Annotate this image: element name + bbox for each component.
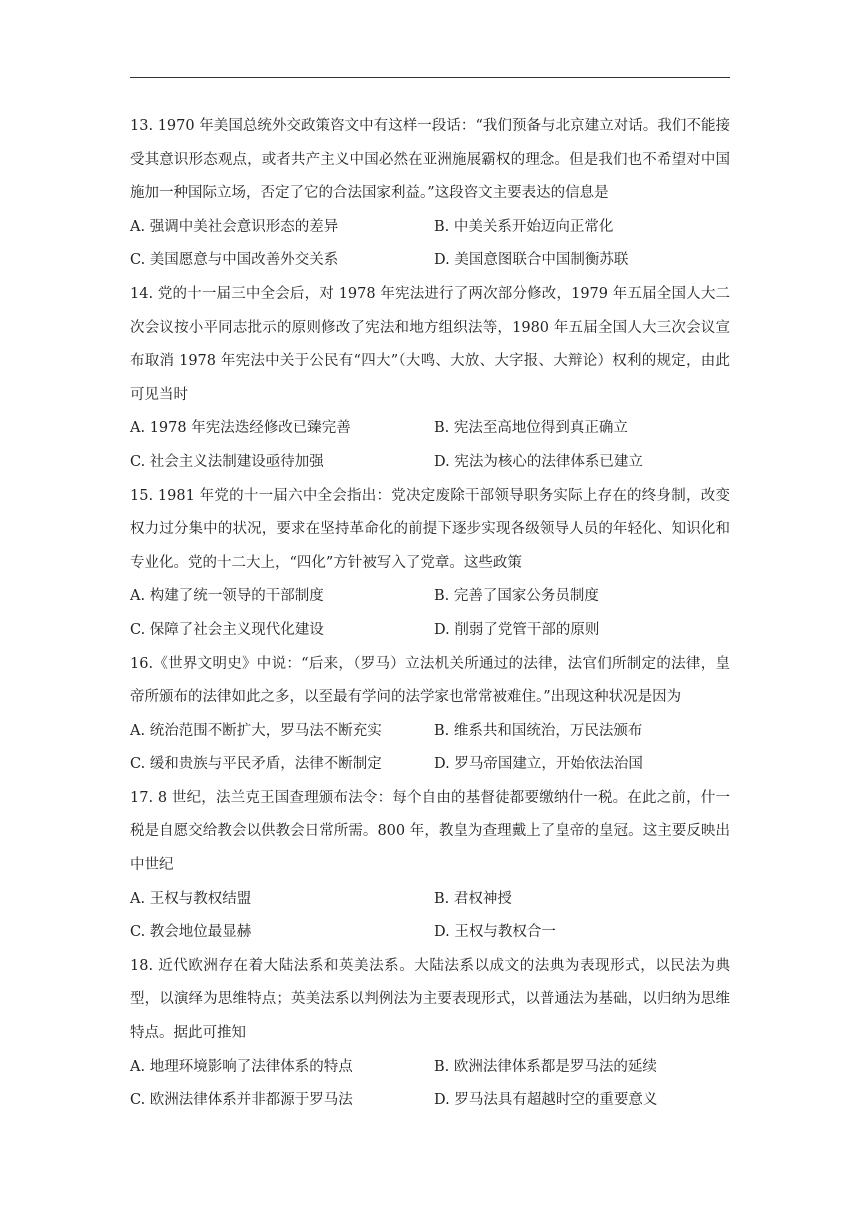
question-13 bbox=[130, 110, 730, 278]
option-a: A. 地理环境影响了法律体系的特点 bbox=[130, 1058, 353, 1075]
option-list bbox=[130, 883, 730, 950]
question-stem: 16.《世界文明史》中说：“后来，（罗马）立法机关所通过的法律，法官们所制定的法律，皇帝所颁布的法律如此之多，以至最有学问的法学家也常常被难住。”出现这种状况是因为 bbox=[130, 655, 730, 706]
option-d: D. 王权与教权合一 bbox=[434, 924, 556, 941]
option-d: D. 美国意图联合中国制衡苏联 bbox=[434, 252, 629, 269]
option-b: B. 完善了国家公务员制度 bbox=[434, 588, 599, 605]
option-b: B. 君权神授 bbox=[434, 890, 512, 907]
option-a: A. 1978 年宪法迭经修改已臻完善 bbox=[130, 420, 351, 437]
option-a: A. 强调中美社会意识形态的差异 bbox=[130, 218, 339, 235]
question-stem: 14. 党的十一届三中全会后，对 1978 年宪法进行了两次部分修改，1979 年五届全国人大二次会议按小平同志批示的原则修改了宪法和地方组织法等，1980 年五届全国人大三次会议宣布取消 1978 年宪法中关于公民有“四大”（大鸣、大放、大字报、大辩论）权利的规定，由此可见当时 bbox=[130, 285, 730, 403]
question-16 bbox=[130, 648, 730, 782]
option-list bbox=[130, 412, 730, 479]
option-a: A. 王权与教权结盟 bbox=[130, 890, 252, 907]
option-d: D. 罗马帝国建立，开始依法治国 bbox=[434, 756, 643, 773]
option-c: C. 缓和贵族与平民矛盾，法律不断制定 bbox=[130, 756, 382, 773]
option-list bbox=[130, 715, 730, 782]
option-c: C. 美国愿意与中国改善外交关系 bbox=[130, 252, 339, 269]
option-c: C. 欧洲法律体系并非都源于罗马法 bbox=[130, 1092, 353, 1109]
question-14 bbox=[130, 278, 730, 480]
option-a: A. 构建了统一领导的干部制度 bbox=[130, 588, 324, 605]
question-stem: 17. 8 世纪，法兰克王国查理颁布法令：每个自由的基督徒都要缴纳什一税。在此之前，什一税是自愿交给教会以供教会日常所需。800 年，教皇为查理戴上了皇帝的皇冠。这主要反映出中世纪 bbox=[130, 789, 730, 874]
option-b: B. 中美关系开始迈向正常化 bbox=[434, 218, 614, 235]
exam-content bbox=[130, 110, 730, 1118]
option-c: C. 保障了社会主义现代化建设 bbox=[130, 621, 324, 638]
option-list bbox=[130, 580, 730, 647]
option-a: A. 统治范围不断扩大，罗马法不断充实 bbox=[130, 722, 382, 739]
question-17 bbox=[130, 782, 730, 950]
question-stem: 18. 近代欧洲存在着大陆法系和英美法系。大陆法系以成文的法典为表现形式，以民法为典型，以演绎为思维特点；英美法系以判例法为主要表现形式，以普通法为基础，以归纳为思维特点。据此可推知 bbox=[130, 957, 730, 1042]
option-c: C. 社会主义法制建设亟待加强 bbox=[130, 453, 324, 470]
option-b: B. 维系共和国统治，万民法颁布 bbox=[434, 722, 643, 739]
header-rule bbox=[130, 77, 730, 78]
option-b: B. 欧洲法律体系都是罗马法的延续 bbox=[434, 1058, 657, 1075]
option-b: B. 宪法至高地位得到真正确立 bbox=[434, 420, 628, 437]
option-d: D. 罗马法具有超越时空的重要意义 bbox=[434, 1092, 658, 1109]
option-list bbox=[130, 211, 730, 278]
option-d: D. 宪法为核心的法律体系已建立 bbox=[434, 453, 643, 470]
option-list bbox=[130, 1051, 730, 1118]
option-d: D. 削弱了党管干部的原则 bbox=[434, 621, 600, 638]
question-stem: 15. 1981 年党的十一届六中全会指出：党决定废除干部领导职务实际上存在的终身制，改变权力过分集中的状况，要求在坚持革命化的前提下逐步实现各级领导人员的年轻化、知识化和专业化。党的十二大上，“四化”方针被写入了党章。这些政策 bbox=[130, 487, 730, 571]
question-15 bbox=[130, 480, 730, 648]
question-18 bbox=[130, 950, 730, 1118]
question-stem: 13. 1970 年美国总统外交政策咨文中有这样一段话：“我们预备与北京建立对话。我们不能接受其意识形态观点，或者共产主义中国必然在亚洲施展霸权的理念。但是我们也不希望对中国施加一种国际立场，否定了它的合法国家利益。”这段咨文主要表达的信息是 bbox=[130, 118, 730, 202]
option-c: C. 教会地位最显赫 bbox=[130, 924, 252, 941]
